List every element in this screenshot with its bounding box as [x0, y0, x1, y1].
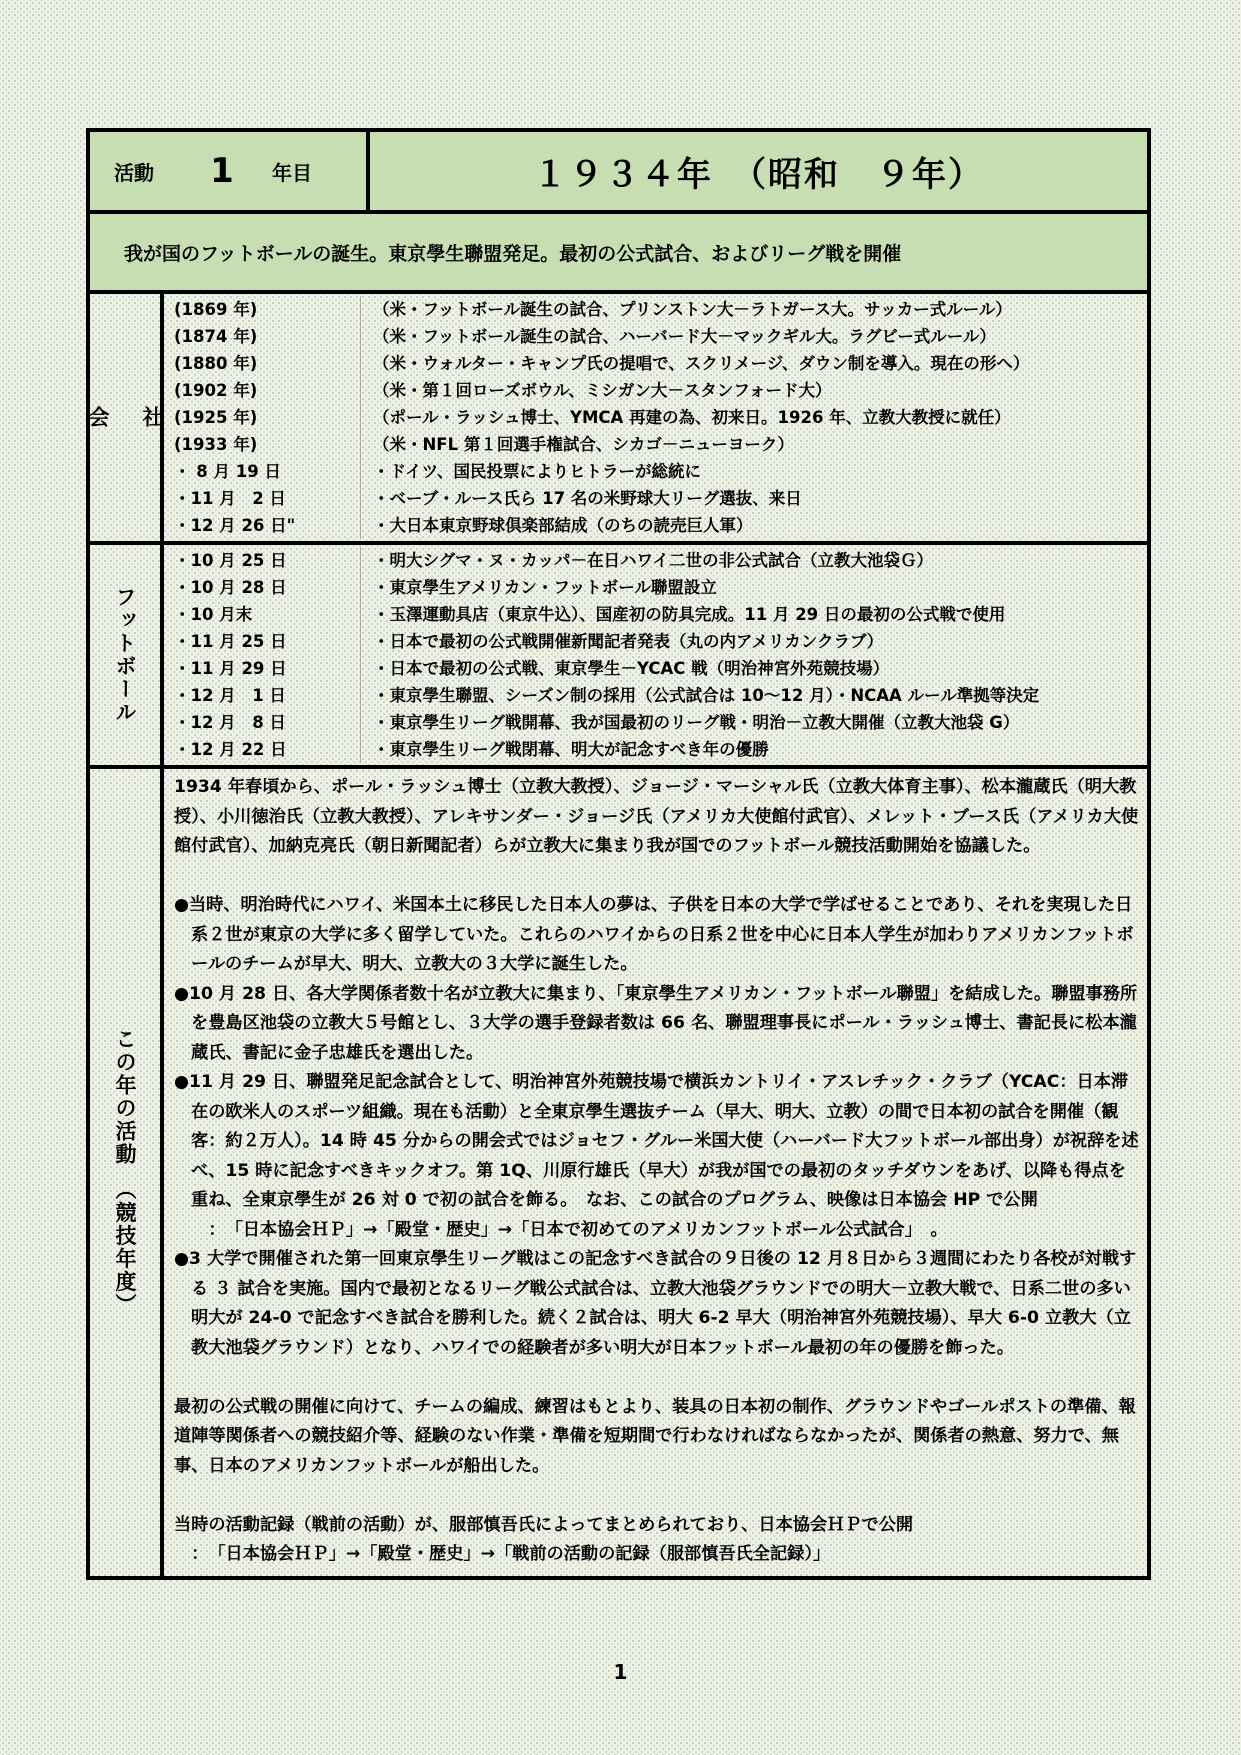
event-date: ・11 月 2 日 [164, 485, 361, 512]
football-row [164, 628, 1147, 655]
society-label: 社 会 [86, 406, 164, 429]
football-row [164, 736, 1147, 763]
event-desc: ・東京學生アメリカン・フットボール聯盟設立 [373, 578, 717, 597]
society-row [164, 485, 1147, 512]
event-date: (1933 年) [164, 431, 361, 458]
activities-body [164, 769, 1147, 1576]
year-suffix-label: 年目 [272, 160, 312, 185]
event-desc: ・ドイツ、国民投票によりヒトラーが総統に [373, 462, 702, 481]
page-number: 1 [613, 1660, 628, 1684]
event-desc: ・東京學生聯盟、シーズン制の採用（公式試合は 10～12 月）・NCAA ルール準拠等決定 [373, 686, 1040, 705]
bullet-paragraph: ●10 月 28 日、各大学関係者数十名が立教大に集まり、「東京學生アメリカン・フットボール聯盟」を結成した。聯盟事務所を豊島区池袋の立教大５号館とし、３大学の選手登録者数は 66 名、聯盟理事長にポール・ラッシュ博士、書記長に松本瀧蔵氏、書記に金子忠雄氏を選出した。 [174, 983, 1138, 1063]
year-title: １９３４年 （昭和 ９年） [533, 154, 984, 195]
event-desc: （米・フットボール誕生の試合、ハーバード大－マックギル大。ラグビー式ルール） [373, 327, 996, 346]
event-desc: （米・ウォルター・キャンプ氏の提唱で、スクリメージ、ダウン制を導入。現在の形へ） [373, 354, 1030, 373]
hp-link-path: ： 「日本協会ＨＰ」→「殿堂・歴史」→「戦前の活動の記録（服部慎吾氏全記録）」 [174, 1544, 831, 1564]
football-label: フットボール [113, 586, 137, 724]
event-date: (1880 年) [164, 350, 361, 377]
activity-label: 活動 [114, 160, 154, 185]
event-date: ・12 月 1 日 [164, 682, 361, 709]
event-desc: （ポール・ラッシュ博士、YMCA 再建の為、初来日。1926 年、立教大教授に就任） [373, 408, 1011, 427]
football-row [164, 574, 1147, 601]
football-row [164, 547, 1147, 574]
football-label-cell [90, 545, 164, 765]
event-date: ・11 月 25 日 [164, 628, 361, 655]
header-row [90, 132, 1147, 214]
football-row [164, 709, 1147, 736]
bullet-paragraph: ●11 月 29 日、聯盟発足記念試合として、明治神宮外苑競技場で横浜カントリイ・アスレチック・クラブ（YCAC：日本滞在の欧米人のスポーツ組織。現在も活動）と全東京學生選抜チーム（早大、明大、立教）の間で日本初の試合を開催（観客：約２万人）。14 時 45 分からの開会式ではジョセフ・グルー米国大使（ハーバード大フットボール部出身）が祝辞を述べ、15 時に記念すべきキックオフ。第 1Q、川原行雄氏（早大）が我が国での最初のタッチダウンをあげ、以降も得点を重ね、全東京學生が 26 対 0 で初の試合を飾る。 なお、この試合のプログラム、映像は日本協会 HP で公開 [174, 1072, 1139, 1210]
activities-section [90, 769, 1147, 1576]
event-desc: （米・NFL 第１回選手権試合、シカゴ－ニューヨーク） [373, 435, 794, 454]
bullet-paragraph: ●当時、明治時代にハワイ、米国本土に移民した日本人の夢は、子供を日本の大学で学ばせることであり、それを実現した日系２世が東京の大学に多く留学していた。これらのハワイからの日系２世を中心に日本人学生が加わりアメリカンフットボールのチームが早大、明大、立教大の３大学に誕生した。 [174, 895, 1134, 974]
event-desc: ・日本で最初の公式戦開催新聞記者発表（丸の内アメリカンクラブ） [373, 632, 884, 651]
event-date: ・11 月 29 日 [164, 655, 361, 682]
event-date: (1902 年) [164, 377, 361, 404]
event-desc: ・日本で最初の公式戦、東京學生－YCAC 戦（明治神宮外苑競技場） [373, 659, 890, 678]
event-desc: （米・第１回ローズボウル、ミシガン大－スタンフォード大） [373, 381, 832, 400]
society-rows [164, 294, 1147, 541]
hp-link-path: ： 「日本協会ＨＰ」→「殿堂・歴史」→「日本で初めてのアメリカンフットボール公式試合」 。 [174, 1219, 948, 1240]
society-row [164, 512, 1147, 539]
society-label-cell [86, 294, 164, 541]
event-desc: ・大日本東京野球倶楽部結成（のちの読売巨人軍） [373, 516, 753, 535]
event-desc: ・東京學生リーグ戦開幕、我が国最初のリーグ戦・明治－立教大開催（立教大池袋 G） [373, 713, 1020, 732]
preparation-paragraph: 最初の公式戦の開催に向けて、チームの編成、練習はもとより、装具の日本初の制作、グラウンドやゴールポストの準備、報道陣等関係者への競技紹介等、経験のない作業・準備を短期間で行わなければならなかったが、関係者の熱意、努力で、無事、日本のアメリカンフットボールが船出した。 [174, 1396, 1136, 1476]
football-row [164, 601, 1147, 628]
subtitle-text: 我が国のフットボールの誕生。東京學生聯盟発足。最初の公式試合、およびリーグ戦を開催 [124, 242, 902, 265]
activity-year-number: 1 [210, 151, 234, 191]
football-row [164, 682, 1147, 709]
records-paragraph: 当時の活動記録（戦前の活動）が、服部慎吾氏によってまとめられており、日本協会ＨＰで公開 [174, 1514, 914, 1535]
event-desc: ・明大シグマ・ヌ・カッパ－在日ハワイ二世の非公式試合（立教大池袋Ｇ） [373, 551, 934, 570]
event-desc: （米・フットボール誕生の試合、プリンストン大－ラトガース大。サッカー式ルール） [373, 300, 1012, 319]
football-rows [164, 545, 1147, 765]
society-section [86, 294, 1147, 545]
football-section [90, 545, 1147, 769]
society-row [164, 350, 1147, 377]
event-date: ・10 月 28 日 [164, 574, 361, 601]
event-date: (1874 年) [164, 323, 361, 350]
intro-paragraph: 1934 年春頃から、ポール・ラッシュ博士（立教大教授）、ジョージ・マーシャル氏（立教大体育主事）、松本瀧蔵氏（明大教授）、小川徳治氏（立教大教授）、アレキサンダー・ジョージ氏（アメリカ大使館付武官）、メレット・ブース氏（アメリカ大使館付武官）、加納克亮氏（朝日新聞記者）らが立教大に集まり我が国でのフットボール競技活動開始を協議した。 [174, 777, 1139, 856]
event-date: ・12 月 26 日" [164, 512, 361, 539]
society-row [164, 431, 1147, 458]
event-desc: ・玉澤運動具店（東京牛込）、国産初の防具完成。11 月 29 日の最初の公式戦で使用 [373, 605, 1006, 624]
event-date: ・12 月 22 日 [164, 736, 361, 763]
event-date: (1925 年) [164, 404, 361, 431]
football-row [164, 655, 1147, 682]
event-desc: ・ベーブ・ルース氏ら 17 名の米野球大リーグ選抜、来日 [373, 489, 802, 508]
activities-label: この年の活動 （競技年度） [113, 1028, 137, 1317]
society-row [164, 458, 1147, 485]
subtitle-row [90, 214, 1147, 294]
society-row [164, 296, 1147, 323]
activity-year-cell [90, 132, 370, 210]
bullet-paragraph: ●3 大学で開催された第一回東京學生リーグ戦はこの記念すべき試合の９日後の 12 月８日から３週間にわたり各校が対戦する ３ 試合を実施。国内で最初となるリーグ戦公式試合は、立教大池袋グラウンドでの明大－立教大戦で、日系二世の多い明大が 24-0 で記念すべき試合を勝利した。続く２試合は、明大 6-2 早大（明治神宮外苑競技場）、早大 6-0 立教大（立教大池袋グラウンド）となり、ハワイでの経験者が多い明大が日本フットボール最初の年の優勝を飾った。 [174, 1249, 1137, 1358]
yearly-record-table [86, 128, 1151, 1580]
event-desc: ・東京學生リーグ戦閉幕、明大が記念すべき年の優勝 [373, 740, 769, 759]
event-date: ・10 月 25 日 [164, 547, 361, 574]
event-date: ・10 月末 [164, 601, 361, 628]
year-title-cell [370, 132, 1147, 210]
event-date: (1869 年) [164, 296, 361, 323]
event-date: ・12 月 8 日 [164, 709, 361, 736]
activities-label-cell [90, 769, 164, 1576]
society-row [164, 377, 1147, 404]
society-row [164, 323, 1147, 350]
society-row [164, 404, 1147, 431]
event-date: ・ 8 月 19 日 [164, 458, 361, 485]
